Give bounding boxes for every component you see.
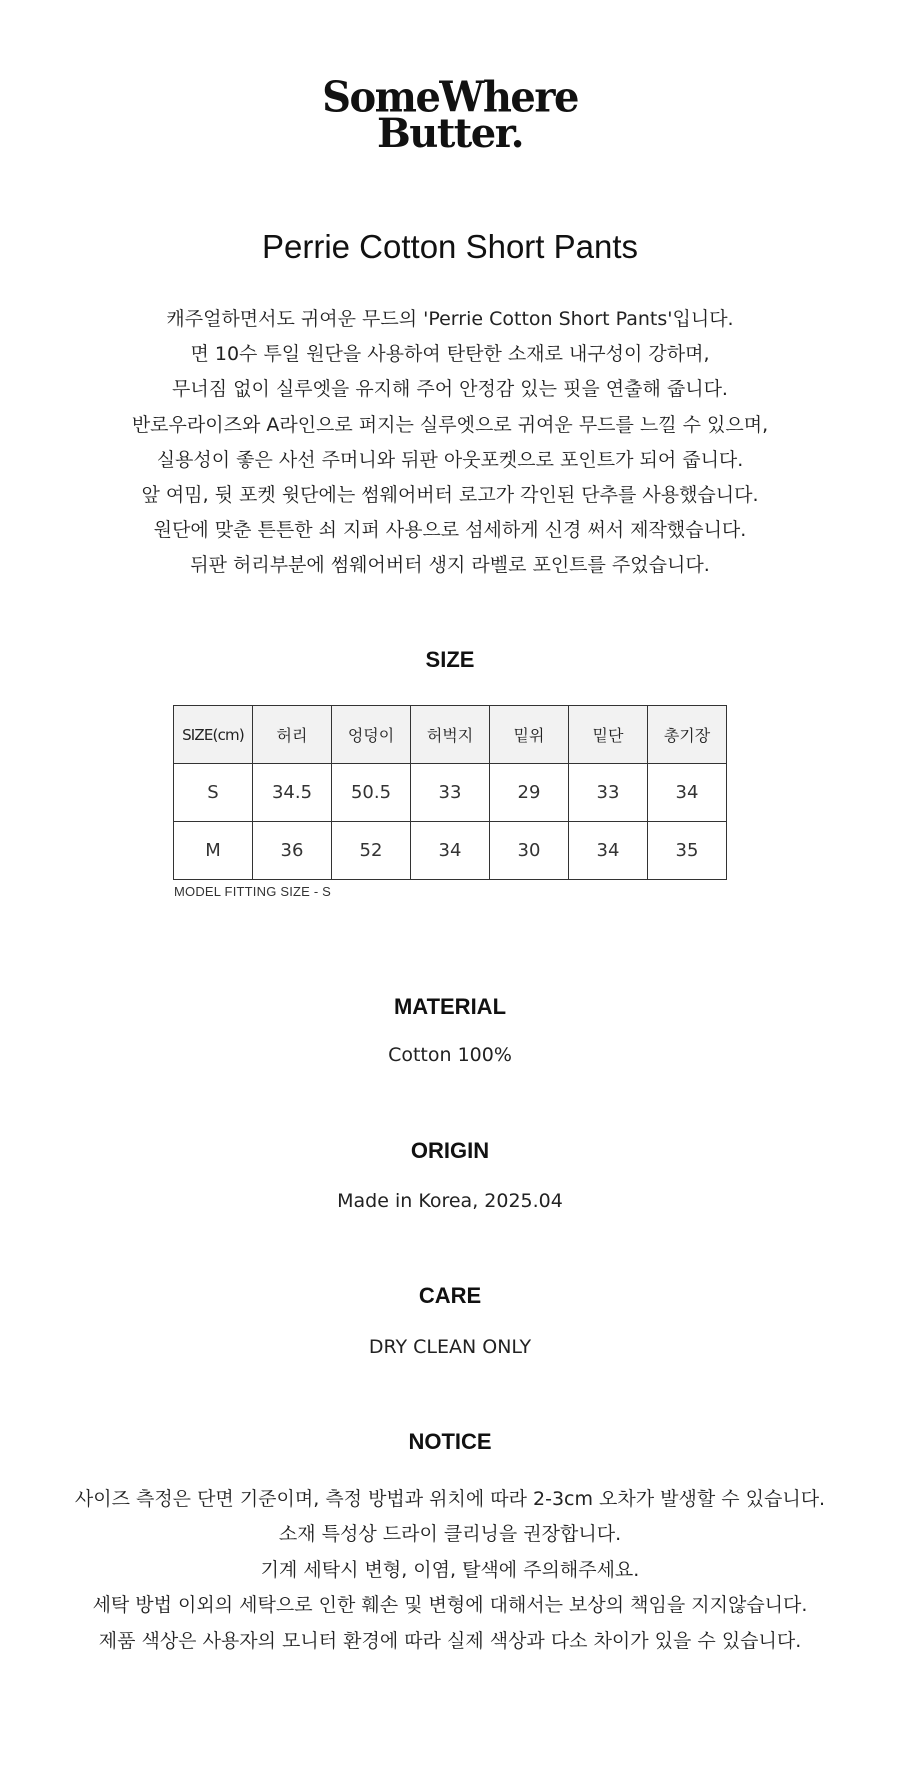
notice-line: 기계 세탁시 변형, 이염, 탈색에 주의해주세요.: [260, 1558, 640, 1581]
description-line: 원단에 맞춘 튼튼한 쇠 지퍼 사용으로 섬세하게 신경 써서 제작했습니다.: [153, 519, 747, 542]
product-description: [0, 302, 900, 584]
size-cell: 30: [490, 822, 569, 880]
notice-heading: NOTICE: [408, 1429, 492, 1454]
description-line: 캐주얼하면서도 귀여운 무드의 'Perrie Cotton Short Pants'입니다.: [166, 308, 734, 330]
size-cell: 33: [569, 764, 648, 822]
size-cell: 29: [490, 764, 569, 822]
size-cell: 34.5: [253, 764, 332, 822]
size-cell: 34: [411, 822, 490, 880]
notice-line: 사이즈 측정은 단면 기준이며, 측정 방법과 위치에 따라 2-3cm 오차가 발생할 수 있습니다.: [74, 1488, 826, 1510]
size-header-cell: 허벅지: [411, 706, 490, 764]
size-cell: 33: [411, 764, 490, 822]
size-table-header-row: [174, 706, 727, 764]
size-header-cell: 밑위: [490, 706, 569, 764]
origin-heading: ORIGIN: [410, 1138, 490, 1163]
size-cell: S: [174, 764, 253, 822]
description-line: 면 10수 투일 원단을 사용하여 탄탄한 소재로 내구성이 강하며,: [190, 343, 710, 366]
material-heading: MATERIAL: [393, 994, 507, 1019]
size-header-cell: 밑단: [569, 706, 648, 764]
description-line: 반로우라이즈와 A라인으로 퍼지는 실루엣으로 귀여운 무드를 느낄 수 있으며,: [131, 413, 769, 436]
material-text: Cotton 100%: [388, 1044, 512, 1066]
size-table: [173, 705, 727, 880]
origin-text: Made in Korea, 2025.04: [337, 1190, 563, 1212]
description-line: 실용성이 좋은 사선 주머니와 뒤판 아웃포켓으로 포인트가 되어 줍니다.: [156, 448, 744, 471]
description-line: 뒤판 허리부분에 썸웨어버터 생지 라벨로 포인트를 주었습니다.: [190, 554, 710, 577]
size-cell: 50.5: [332, 764, 411, 822]
model-fitting-note: MODEL FITTING SIZE - S: [174, 884, 332, 899]
size-header-cell: 엉덩이: [332, 706, 411, 764]
logo-line-1: SomeWhere: [322, 72, 578, 123]
size-cell: 52: [332, 822, 411, 880]
description-line: 앞 여밈, 뒷 포켓 윗단에는 썸웨어버터 로고가 각인된 단추를 사용했습니다.: [141, 484, 759, 507]
brand-logo: [0, 72, 900, 157]
size-table-row: [174, 764, 727, 822]
notice-line: 세탁 방법 이외의 세탁으로 인한 훼손 및 변형에 대해서는 보상의 책임을 지지않습니다.: [92, 1594, 808, 1617]
size-heading: SIZE: [425, 647, 475, 672]
size-cell: M: [174, 822, 253, 880]
size-header-cell: SIZE(cm): [174, 706, 253, 764]
notice-list: [0, 1482, 900, 1659]
size-cell: 36: [253, 822, 332, 880]
care-heading: CARE: [418, 1283, 482, 1308]
size-cell: 35: [648, 822, 727, 880]
notice-line: 제품 색상은 사용자의 모니터 환경에 따라 실제 색상과 다소 차이가 있을 수 있습니다.: [98, 1629, 802, 1652]
care-text: DRY CLEAN ONLY: [368, 1336, 532, 1358]
notice-line: 소재 특성상 드라이 클리닝을 권장합니다.: [278, 1523, 622, 1546]
size-table-row: [174, 822, 727, 880]
logo-line-2: Butter.: [376, 110, 524, 157]
size-cell: 34: [569, 822, 648, 880]
size-header-cell: 허리: [253, 706, 332, 764]
size-cell: 34: [648, 764, 727, 822]
product-title: Perrie Cotton Short Pants: [261, 228, 639, 265]
size-header-cell: 총기장: [648, 706, 727, 764]
description-line: 무너짐 없이 실루엣을 유지해 주어 안정감 있는 핏을 연출해 줍니다.: [172, 378, 728, 401]
